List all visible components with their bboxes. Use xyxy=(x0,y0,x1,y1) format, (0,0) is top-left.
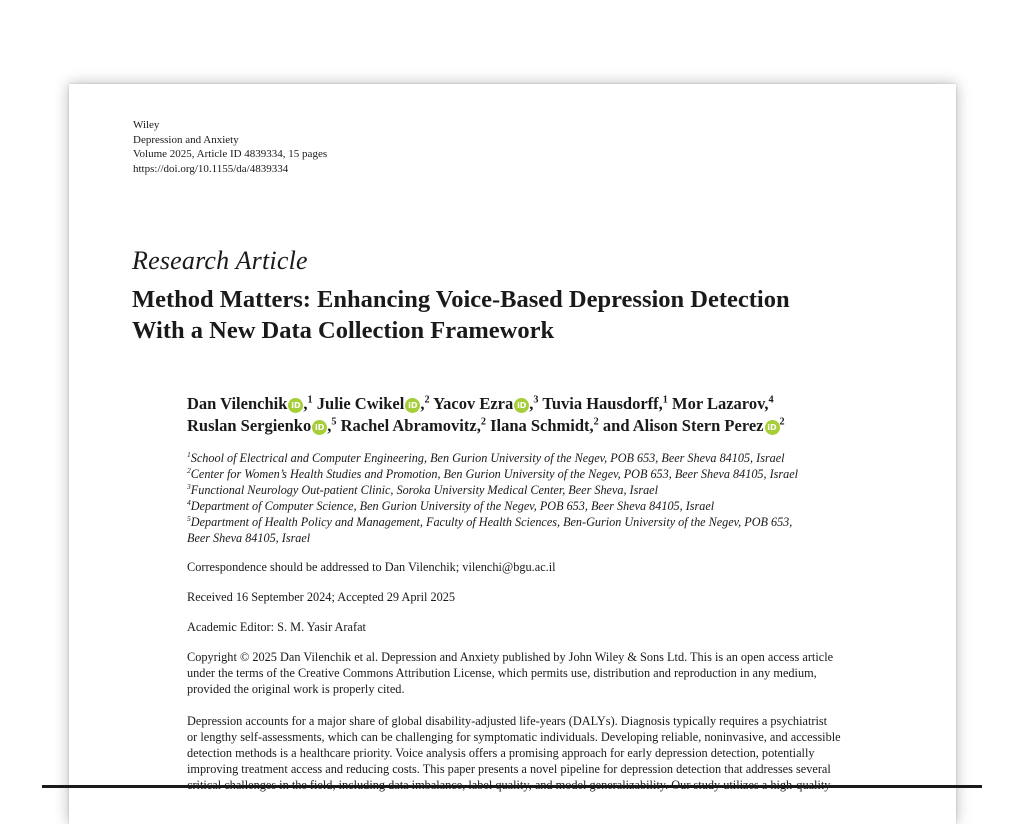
affiliation-ref: 5 xyxy=(331,416,337,428)
abstract-line: or lengthy self-assessments, which can be challenging for symptomatic individuals. Developing reliable, noninvasive, and accessible xyxy=(187,730,841,744)
orcid-icon[interactable]: iD xyxy=(765,420,780,435)
affiliation-text: School of Electrical and Computer Engineering, Ben Gurion University of the Negev, POB 653, Beer Sheva 84105, Israel xyxy=(190,451,785,465)
affiliation-text: Department of Health Policy and Management, Faculty of Health Sciences, Ben-Gurion University of the Negev, POB 653, xyxy=(190,515,793,529)
author-name[interactable]: Julie Cwikel xyxy=(316,394,405,413)
affiliation-text: Beer Sheva 84105, Israel xyxy=(187,531,311,545)
affiliation-ref: 4 xyxy=(768,394,774,406)
affiliation-text: Department of Computer Science, Ben Gurion University of the Negev, POB 653, Beer Sheva 84105, Israel xyxy=(190,499,715,513)
author-name[interactable]: Mor Lazarov, xyxy=(672,394,769,413)
affiliation-ref: 1 xyxy=(307,394,313,406)
orcid-icon[interactable]: iD xyxy=(405,398,420,413)
affiliation-number: 4 xyxy=(187,497,191,507)
affiliation-item xyxy=(187,482,887,498)
affiliation-text: Center for Women’s Health Studies and Promotion, Ben Gurion University of the Negev, POB 653, Beer Sheva 84105, Israel xyxy=(190,467,799,481)
author-name[interactable]: Alison Stern Perez xyxy=(632,416,764,435)
dates-note: Received 16 September 2024; Accepted 29 April 2025 xyxy=(187,590,456,604)
affiliation-number: 2 xyxy=(187,465,191,475)
author-name[interactable]: Ruslan Sergienko xyxy=(187,416,312,435)
orcid-icon[interactable]: iD xyxy=(312,420,327,435)
affiliation-ref: 2 xyxy=(593,416,599,428)
doi-link[interactable]: https://doi.org/10.1155/da/4839334 xyxy=(133,162,289,175)
author-list xyxy=(187,393,907,437)
author-name[interactable]: Rachel Abramovitz, xyxy=(340,416,481,435)
author-name[interactable]: Yacov Ezra xyxy=(433,394,514,413)
affiliation-number: 1 xyxy=(187,449,191,459)
author-line: Dan Vilenchik iD ,$^1$ Julie Cwikel iD ,$^2$ Yacov Ezra iD ,$^3$ Tuvia Hausdorff,$^1$ Mor Lazarov,$^4$ xyxy=(187,394,774,413)
affiliation-item xyxy=(187,450,887,466)
affiliation-item xyxy=(187,466,887,482)
title-line: With a New Data Collection Framework xyxy=(132,317,555,344)
volume-info: Volume 2025, Article ID 4839334, 15 pages xyxy=(133,148,328,160)
editor-note: Academic Editor: S. M. Yasir Arafat xyxy=(187,620,366,634)
orcid-icon[interactable]: iD xyxy=(514,398,529,413)
journal-header xyxy=(133,118,327,176)
affiliation-ref: 2 xyxy=(480,416,486,428)
copyright-line: provided the original work is properly cited. xyxy=(187,682,405,696)
affiliation-item xyxy=(187,514,887,530)
affiliation-item xyxy=(187,530,887,546)
affiliation-number: 3 xyxy=(187,481,191,491)
paper-title xyxy=(132,284,892,346)
abstract-line: detection methods is a healthcare priority. Voice analysis offers a promising approach for early depression detection, potentially xyxy=(187,746,815,760)
copyright-line: under the terms of the Creative Commons Attribution License, which permits use, distribution and reproduction in any medium, xyxy=(187,666,817,680)
abstract-line: Depression accounts for a major share of global disability-adjusted life-years (DALYs). Diagnosis typically requires a psychiatrist xyxy=(187,714,828,728)
journal-name: Depression and Anxiety xyxy=(133,133,239,146)
affiliation-ref: 2 xyxy=(779,416,785,428)
affiliation-item xyxy=(187,498,887,514)
affiliation-ref: 3 xyxy=(533,394,539,406)
abstract-line: improving treatment access and reducing costs. This paper presents a novel pipeline for depression detection that addresses several xyxy=(187,762,831,776)
correspondence-note: Correspondence should be addressed to Dan Vilenchik; vilenchi@bgu.ac.il xyxy=(187,560,556,574)
affiliation-text: Functional Neurology Out-patient Clinic, Soroka University Medical Center, Beer Sheva, Israel xyxy=(190,483,658,497)
paper-page xyxy=(69,84,956,824)
affiliation-ref: 2 xyxy=(424,394,430,406)
author-name[interactable]: Dan Vilenchik xyxy=(187,394,288,413)
orcid-icon[interactable]: iD xyxy=(288,398,303,413)
copyright-line: Copyright © 2025 Dan Vilenchik et al. Depression and Anxiety published by John Wiley & Sons Ltd. This is an open access article xyxy=(187,650,834,664)
author-name[interactable]: Tuvia Hausdorff, xyxy=(542,394,663,413)
affiliation-number: 5 xyxy=(187,513,191,523)
abstract-block xyxy=(187,713,841,793)
author-line: Ruslan Sergienko iD ,$^5$ Rachel Abramovitz,$^2$ Ilana Schmidt,$^2$ and Alison Stern Perez iD $^2$ xyxy=(187,416,785,435)
affiliation-list xyxy=(187,450,887,546)
author-name[interactable]: Ilana Schmidt, xyxy=(490,416,594,435)
article-type: Research Article xyxy=(132,246,308,275)
copyright-block xyxy=(187,649,833,697)
affiliation-ref: 1 xyxy=(662,394,668,406)
publisher-name: Wiley xyxy=(133,119,160,131)
title-line: Method Matters: Enhancing Voice-Based Depression Detection xyxy=(132,286,790,313)
